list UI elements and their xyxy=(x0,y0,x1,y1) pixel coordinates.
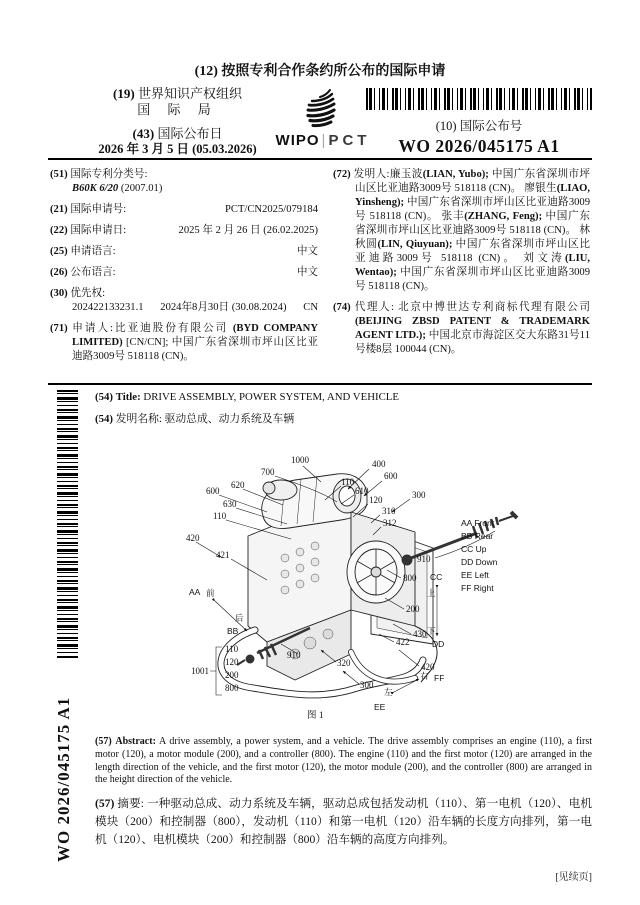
field-30: (30) 优先权: 202422133231.1 2024年8月30日 (30.08.2024) CN xyxy=(50,287,318,313)
figure-ref-label: BB Rear xyxy=(461,531,494,541)
field-72-inventors: (72) 发明人:廉玉波(LIAN, Yubo); 中国广东省深圳市坪山区比亚迪路3009号 518118 (CN)。 廖银生(LIAO, Yinsheng); 中国广东省深圳市坪山区比亚迪路3009号 518118 (CN)。 张丰(ZHANG, Feng); 中国广东省深圳市坪山区比亚迪路3009号 518118 (CN)。 林秋圆(LIN, Qiuyuan); 中国广东省深圳市坪山区比亚迪路3009号 518118 (CN)。 刘文涛(LIU, Wentao); 中国广东省深圳市坪山区比亚迪路3009号 518118 (CN)。 xyxy=(333,169,591,292)
figure-ref-label: 200 xyxy=(406,604,420,614)
inventor-3-address: 中国广东省深圳市坪山区比亚迪路3009号 518118 (CN)。 xyxy=(355,210,591,236)
inventor-3-cn: 张丰 xyxy=(441,210,465,222)
header-divider xyxy=(48,158,592,160)
field-71-applicant: (71) 申请人:比亚迪股份有限公司 (BYD COMPANY LIMITED) [CN/CN]; 中国广东省深圳市坪山区比亚迪路3009号 518118 (CN)。 xyxy=(50,322,318,362)
priority-date: 2024年8月30日 (30.08.2024) xyxy=(160,301,287,313)
figure-ref-label: 下 xyxy=(427,626,436,636)
figure-ref-label: EE Left xyxy=(461,570,489,580)
figure-ref-label: BB xyxy=(227,626,239,636)
inventor-1-address: 中国广东省深圳市坪山区比亚迪路3009号 518118 (CN)。 xyxy=(355,169,591,194)
figure-ref-label: 右 xyxy=(420,671,429,681)
figure-ref-label: 前 xyxy=(206,588,215,598)
priority-country: CN xyxy=(303,301,318,313)
inventor-2-cn: 廖银生 xyxy=(524,182,557,194)
inventor-4-en: (LIN, Qiuyuan); xyxy=(377,238,453,250)
sidebar-publication-number: WO 2026/045175 A1 xyxy=(54,696,73,862)
biblio-right-column xyxy=(333,168,590,364)
logo-separator: | xyxy=(321,132,327,149)
inventor-4-address: 中国广东省深圳市坪山区比亚迪路3009号 518118 (CN)。 xyxy=(355,238,591,264)
figure-ref-label: 左 xyxy=(384,687,393,697)
figure-ref-label: FF Right xyxy=(461,583,494,593)
figure-ref-label: CC Up xyxy=(461,544,487,554)
figure-1 xyxy=(85,438,605,732)
figure-ref-label: DD Down xyxy=(461,557,498,567)
title-en: (54) Title: DRIVE ASSEMBLY, POWER SYSTEM, AND VEHICLE xyxy=(95,391,399,403)
figure-ref-label: CC xyxy=(430,572,443,582)
inventor-4-cn: 林秋圆 xyxy=(355,224,590,250)
figure-ref-label: 800 xyxy=(225,683,239,693)
figure-ref-label: 910 xyxy=(287,650,301,660)
figure-ref-label: 800 xyxy=(403,573,417,583)
figure-ref-label: 110 xyxy=(213,511,227,521)
title-cn: (54) 发明名称: 驱动总成、动力系统及车辆 xyxy=(95,413,295,425)
applicant-name-en: (BYD COMPANY LIMITED) xyxy=(72,322,318,348)
publication-barcode xyxy=(366,88,592,110)
figure-ref-label: 700 xyxy=(261,467,275,477)
figure-ref-label: 300 xyxy=(360,680,374,690)
abstract-cn: (57) 摘要: 一种驱动总成、动力系统及车辆，驱动总成包括发动机（110）、第一电机（120）、电机模块（200）和控制器（800），发动机（110）和第一电机（120）沿车辆的长度方向排列，第一电机（120）、电机模块（200）和控制器（800）沿车辆的高度方向排列。 xyxy=(95,797,592,847)
publication-date: 2026 年 3 月 5 日 (05.03.2026) xyxy=(98,141,257,156)
application-number: PCT/CN2025/079184 xyxy=(224,203,318,215)
inventor-1-cn: 廉玉波 xyxy=(389,169,423,180)
inventor-5-en: (LIU, Wentao); xyxy=(355,252,591,278)
figure-ref-label: 312 xyxy=(383,518,397,528)
figure-ref-label: AA xyxy=(189,587,201,597)
field-74-agent: (74) 代理人: 北京中博世达专利商标代理有限公司(BEIJING ZBSD PATENT & TRADEMARK AGENT LTD.); 中国北京市海淀区交大东路31号11号楼8层 100044 (CN)。 xyxy=(333,301,590,355)
figure-ref-label: 600 xyxy=(384,471,398,481)
inventor-1-en: (LIAN, Yubo); xyxy=(422,169,489,180)
figure-ref-label: EE xyxy=(374,702,386,712)
figure-ref-label: AA Front xyxy=(461,518,495,528)
figure-ref-label: 后 xyxy=(235,613,244,623)
field-51: (51) 国际专利分类号: B60K 6/20 (2007.01) xyxy=(50,169,163,194)
wipo-globe-icon xyxy=(300,88,346,130)
figure-ref-label: 110 xyxy=(341,477,355,487)
figure-ref-label: 310 xyxy=(382,506,396,516)
invention-title-cn: 驱动总成、动力系统及车辆 xyxy=(164,413,295,425)
figure-ref-label: 620 xyxy=(231,480,245,490)
agent-name-en: (BEIJING ZBSD PATENT & TRADEMARK AGENT LTD.); xyxy=(355,315,590,341)
priority-number: 202422133231.1 xyxy=(72,301,144,313)
figure-ref-label: 610 xyxy=(355,486,369,496)
pct-publication-line: (12) 按照专利合作条约所公布的国际申请 xyxy=(194,64,446,79)
drive-assembly-drawing xyxy=(85,438,605,732)
figure-ref-label: 421 xyxy=(216,550,230,560)
publication-number-block xyxy=(366,116,592,157)
sidebar-barcode xyxy=(57,390,78,658)
filing-date: 2025 年 2 月 26 日 (26.02.2025) xyxy=(178,224,318,236)
applicant-name-cn: 比亚迪股份有限公司 xyxy=(113,322,229,334)
publication-number: WO 2026/045175 A1 xyxy=(398,136,560,156)
title-section xyxy=(95,391,592,434)
figure-ref-label: 430 xyxy=(413,629,427,639)
issuing-office-block xyxy=(70,86,285,157)
figure-ref-label: 110 xyxy=(225,644,239,654)
figure-ref-label: 420 xyxy=(186,533,200,543)
field-19: (19) 世界知识产权组织 xyxy=(113,86,242,101)
publication-number-label: (10) 国际公布号 xyxy=(435,119,523,133)
abstract-section xyxy=(95,736,592,849)
figure-ref-label: 320 xyxy=(337,658,351,668)
figure-ref-label: 910 xyxy=(417,554,431,564)
publication-language: 中文 xyxy=(296,266,318,278)
field-43: (43) 国际公布日 xyxy=(132,125,223,141)
applicant-address: [CN/CN]; 中国广东省深圳市坪山区比亚迪路3009号 518118 (CN)。 xyxy=(72,336,318,362)
abstract-en-text: A drive assembly, a power system, and a vehicle. The drive assembly comprises an engine (110), a first motor (120), a motor module (200), and a controller (800). The engine (110) and the first motor (120) are arranged in the length direction of the vehicle, and the first motor (120), the motor module (200), and the controller (800) are arranged in the height direction of the vehicle. xyxy=(95,736,592,786)
abstract-en: (57) Abstract: A drive assembly, a power system, and a vehicle. The drive assembly comprises an engine (110), a first motor (120), a motor module (200), and a controller (800). The engine (110) and the first motor (120) are arranged in the length direction of the vehicle, and the first motor (120), the motor module (200), and the controller (800) are arranged in the height direction of the vehicle. xyxy=(95,736,592,786)
invention-title-en: DRIVE ASSEMBLY, POWER SYSTEM, AND VEHICLE xyxy=(143,391,399,403)
agent-name-cn: 北京中博世达专利商标代理有限公司 xyxy=(398,301,590,313)
figure-ref-label: FF xyxy=(434,673,445,683)
figure-ref-label: 200 xyxy=(225,670,239,680)
filing-language: 中文 xyxy=(296,245,318,257)
figure-caption: 图 1 xyxy=(307,711,324,721)
figure-ref-label: 630 xyxy=(223,499,237,509)
international-bureau: 国 际 局 xyxy=(137,102,218,118)
figure-ref-label: 300 xyxy=(412,490,426,500)
biblio-divider xyxy=(48,383,592,385)
inventor-3-en: (ZHANG, Feng); xyxy=(464,210,543,222)
figure-ref-label: 120 xyxy=(369,495,383,505)
agent-address: 中国北京市海淀区交大东路31号11号楼8层 100044 (CN)。 xyxy=(355,329,590,355)
figure-ref-label: 上 xyxy=(427,588,436,598)
inventor-5-cn: 刘文涛 xyxy=(523,252,565,264)
figure-ref-label: 1001 xyxy=(191,666,209,676)
field-26: (26) 公布语言: 中文 xyxy=(50,266,318,278)
biblio-left-column xyxy=(50,168,318,371)
figure-ref-label: 600 xyxy=(206,486,220,496)
field-21: (21) 国际申请号: PCT/CN2025/079184 xyxy=(50,203,318,215)
field-22: (22) 国际申请日: 2025 年 2 月 26 日 (26.02.2025) xyxy=(50,224,318,236)
inventor-2-en: (LIAO, Yinsheng); xyxy=(355,182,590,208)
wipo-logo xyxy=(268,88,378,149)
wipo-pct-wordmark: WIPO | PCT xyxy=(275,132,371,149)
inventor-2-address: 中国广东省深圳市坪山区比亚迪路3009号 518118 (CN)。 xyxy=(355,196,591,222)
figure-ref-label: 120 xyxy=(225,657,239,667)
figure-ref-label: 1000 xyxy=(291,455,309,465)
abstract-cn-text: 一种驱动总成、动力系统及车辆，驱动总成包括发动机（110）、第一电机（120）、电机模块（200）和控制器（800），发动机（110）和第一电机（120）沿车辆的长度方向排列，第一电机（120）、电机模块（200）和控制器（800）沿车辆的高度方向排列。 xyxy=(95,797,592,847)
inventor-5-address: 中国广东省深圳市坪山区比亚迪路3009号 518118 (CN)。 xyxy=(355,266,591,292)
figure-ref-label: DD xyxy=(432,639,445,649)
field-25: (25) 申请语言: 中文 xyxy=(50,245,318,257)
figure-ref-label: 422 xyxy=(396,637,410,647)
figure-ref-label: 420 xyxy=(421,662,435,672)
ipc-class: B60K 6/20 xyxy=(72,182,119,194)
figure-ref-label: 400 xyxy=(372,459,386,469)
continued-note: [见续页] xyxy=(555,872,592,883)
